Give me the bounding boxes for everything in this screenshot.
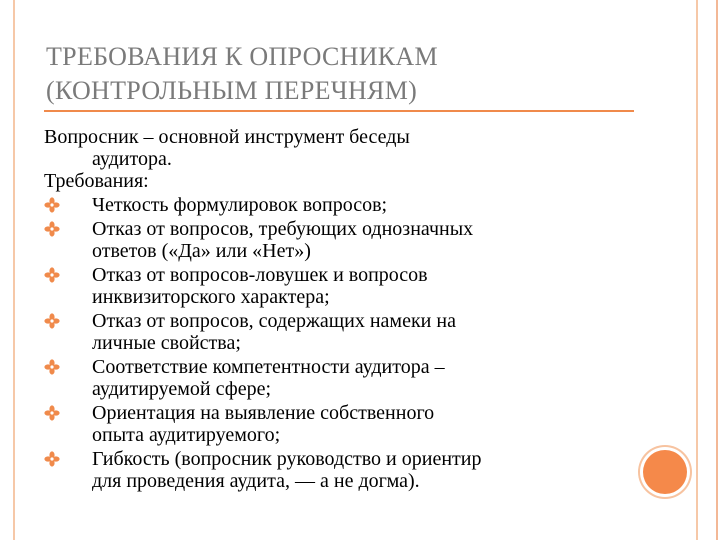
- item-line-1: Отказ от вопросов, содержащих намеки на: [92, 310, 456, 332]
- title-line-2: (КОНТРОЛЬНЫМ ПЕРЕЧНЯМ): [46, 76, 418, 105]
- decorative-circle: [643, 450, 687, 494]
- slide-title: [46, 40, 438, 108]
- intro-paragraph: [44, 126, 644, 170]
- requirements-label: Требования:: [44, 170, 149, 192]
- item-line-2: аудитируемой сфере;: [92, 378, 272, 400]
- item-line-2: ответов («Да» или «Нет»): [92, 240, 311, 262]
- list-item: [44, 264, 644, 308]
- list-item: [44, 402, 644, 446]
- intro-line-2: аудитора.: [92, 148, 172, 170]
- item-line-2: для проведения аудита, — а не догма).: [92, 470, 420, 492]
- item-line-1: Соответствие компетентности аудитора –: [92, 356, 445, 378]
- frame-right-line: [696, 0, 698, 540]
- item-line-2: личные свойства;: [92, 332, 241, 354]
- list-item: [44, 194, 644, 216]
- item-line-2: инквизиторского характера;: [92, 286, 330, 308]
- list-item: [44, 356, 644, 400]
- fleuron-icon: [44, 451, 60, 467]
- fleuron-icon: [44, 267, 60, 283]
- list-item: [44, 310, 644, 354]
- title-line-1: ТРЕБОВАНИЯ К ОПРОСНИКАМ: [46, 42, 438, 71]
- fleuron-icon: [44, 313, 60, 329]
- item-line-1: Четкость формулировок вопросов;: [92, 194, 388, 216]
- list-item: [44, 448, 644, 492]
- item-line-1: Ориентация на выявление собственного: [92, 402, 435, 424]
- slide-body: [44, 126, 644, 492]
- item-line-1: Отказ от вопросов-ловушек и вопросов: [92, 264, 428, 286]
- intro-line-1: Вопросник – основной инструмент беседы: [44, 126, 410, 148]
- title-underline: [44, 110, 634, 112]
- item-line-1: Гибкость (вопросник руководство и ориентир: [92, 448, 482, 470]
- frame-left-line: [13, 0, 15, 540]
- requirements-list: [44, 194, 644, 492]
- list-item: [44, 218, 644, 262]
- fleuron-icon: [44, 405, 60, 421]
- fleuron-icon: [44, 197, 60, 213]
- frame-outer-line: [716, 0, 718, 540]
- fleuron-icon: [44, 221, 60, 237]
- item-line-1: Отказ от вопросов, требующих однозначных: [92, 218, 474, 240]
- fleuron-icon: [44, 359, 60, 375]
- item-line-2: опыта аудитируемого;: [92, 424, 281, 446]
